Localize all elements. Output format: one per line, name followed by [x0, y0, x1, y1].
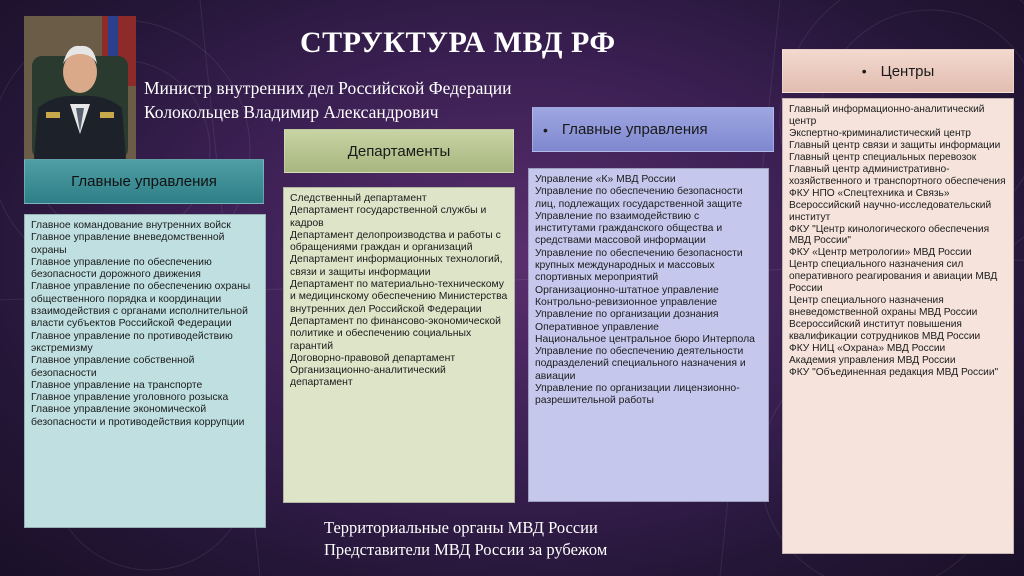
- list-item: Академия управления МВД России: [789, 355, 956, 367]
- list-item: Департамент по финансово-экономической политике и обеспечению социальных гарантий: [290, 315, 501, 352]
- list-item: ФКУ «Центр метрологии» МВД России: [789, 247, 972, 259]
- list-item: Управление по обеспечению безопасности лиц, подлежащих государственной защите: [535, 186, 743, 210]
- header-main-directorates: • Главные управления: [532, 107, 774, 152]
- header-centers: • Центры: [782, 49, 1014, 93]
- list-item: Департамент делопроизводства и работы с обращениями граждан и организаций: [290, 229, 501, 254]
- list-item: Центр специального назначения сил оперативного реагирования и авиации МВД России: [789, 259, 998, 295]
- list-item: Главное управление собственной безопасности: [31, 355, 195, 379]
- list-item: Договорно-правовой департамент: [290, 352, 456, 364]
- list-item: Главное командование внутренних войск: [31, 220, 231, 231]
- territorial-line: Территориальные органы МВД России: [324, 518, 598, 537]
- header-main-directorates-left: Главные управления: [24, 159, 264, 204]
- departments-list: [283, 187, 515, 503]
- list-item: Контрольно-ревизионное управление: [535, 296, 718, 308]
- list-item: Главное управление по обеспечению безопасности дорожного движения: [31, 256, 212, 281]
- list-item: Управление по обеспечению деятельности подразделений специального назначения и авиации: [535, 346, 746, 382]
- list-item: Департамент по материально-техническому и медицинскому обеспечению Министерства внутренних дел Российской Федерации: [290, 279, 508, 315]
- list-item: Экспертно-криминалистический центр: [789, 127, 971, 139]
- list-item: Главное управление вневедомственной охраны: [31, 232, 225, 256]
- territorial-bodies: [324, 517, 607, 561]
- list-item: Организационно-аналитический департамент: [290, 365, 446, 389]
- bullet-icon: •: [861, 63, 867, 79]
- list-item: Главное управление на транспорте: [31, 379, 203, 391]
- representatives-line: Представители МВД России за рубежом: [324, 540, 608, 559]
- list-item: Департамент государственной службы и кадров: [290, 205, 487, 229]
- list-item: ФКУ "Центр кинологического обеспечения МВД России": [789, 223, 990, 247]
- page-title: СТРУКТУРА МВД РФ: [300, 26, 616, 59]
- list-item: Оперативное управление: [535, 321, 659, 333]
- list-item: Главное управление экономической безопасности и противодействия коррупции: [31, 404, 245, 428]
- list-item: Следственный департамент: [290, 193, 427, 204]
- list-item: Организационно-штатное управление: [535, 284, 719, 296]
- list-item: Управление по организации дознания: [535, 309, 719, 321]
- minister-caption: [144, 76, 511, 124]
- list-item: Управление по обеспечению безопасности крупных международных и массовых спортивных мероприятий: [535, 247, 743, 284]
- list-item: Главный центр специальных перевозок: [789, 151, 977, 163]
- list-item: Департамент информационных технологий, связи и защиты информации: [290, 254, 503, 278]
- list-item: ФКУ "Объединенная редакция МВД России": [789, 366, 999, 378]
- list-item: Управление «К» МВД России: [535, 174, 676, 185]
- list-item: Главный информационно-аналитический центр: [789, 104, 985, 127]
- list-item: Центр специального назначения вневедомственной охраны МВД России: [789, 295, 978, 319]
- main-directorates-list: [24, 214, 266, 528]
- header-departments: Департаменты: [284, 129, 514, 173]
- directorates-list: [528, 168, 769, 502]
- centers-list: [782, 98, 1014, 554]
- list-item: Главный центр связи и защиты информации: [789, 139, 1001, 151]
- minister-photo: [24, 16, 136, 159]
- bullet-icon: •: [543, 121, 548, 138]
- minister-name: Колокольцев Владимир Александрович: [144, 102, 439, 122]
- list-item: Главный центр административно-хозяйственного и транспортного обеспечения: [789, 163, 1006, 187]
- list-item: Управление по взаимодействию с институтами гражданского общества и средствами массовой информации: [535, 210, 723, 247]
- list-item: Главное управление уголовного розыска: [31, 392, 229, 404]
- list-item: Главное управление по обеспечению охраны общественного порядка и координации взаимодействия с органами исполнительной власти субъектов Российской Федерации: [31, 281, 251, 330]
- list-item: Всероссийский институт повышения квалификации сотрудников МВД России: [789, 319, 981, 343]
- list-item: ФКУ НИЦ «Охрана» МВД России: [789, 343, 946, 355]
- minister-position: Министр внутренних дел Российской Федерации: [144, 78, 512, 98]
- list-item: Управление по организации лицензионно-разрешительной работы: [535, 383, 740, 407]
- list-item: Главное управление по противодействию экстремизму: [31, 330, 233, 354]
- list-item: ФКУ НПО «Спецтехника и Связь»: [789, 187, 950, 199]
- list-item: Национальное центральное бюро Интерпола: [535, 333, 755, 345]
- list-item: Всероссийский научно-исследовательский институт: [789, 199, 992, 223]
